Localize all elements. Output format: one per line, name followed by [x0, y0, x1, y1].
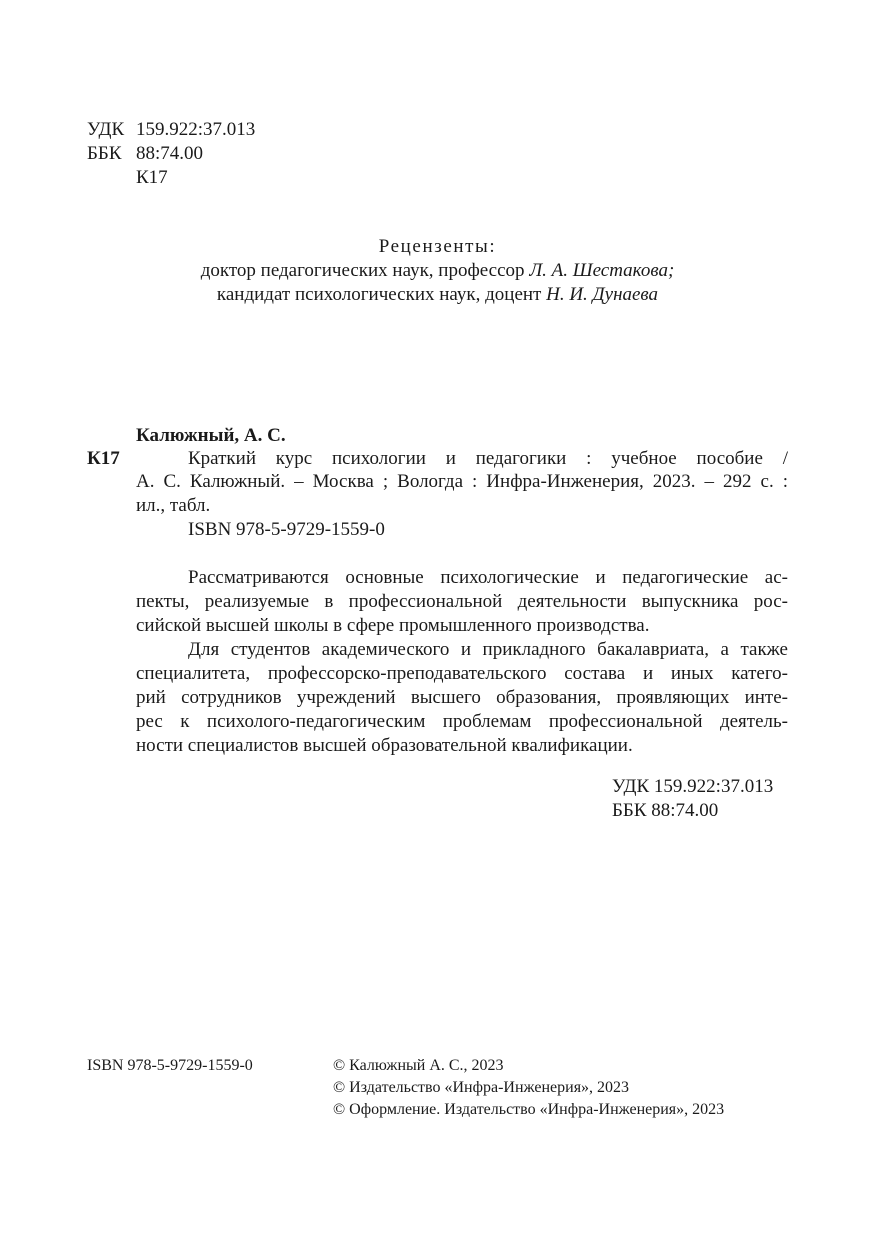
author-mark: К17 — [136, 167, 168, 188]
annotation-p1-line: пекты, реализуемые в профессиональной деятельности выпускника рос- — [136, 591, 788, 612]
annotation-p2-line: специалитета, профессорско-преподавательского состава и иных катего- — [136, 663, 788, 684]
copyright-publisher: © Издательство «Инфра-Инженерия», 2023 — [333, 1079, 630, 1096]
bbk-value: 88:74.00 — [136, 143, 204, 164]
copyright-design: © Оформление. Издательство «Инфра-Инженерия», 2023 — [333, 1101, 725, 1118]
annotation-p2-line: Для студентов академического и прикладного бакалавриата, а также — [188, 639, 788, 660]
reviewer-2 — [0, 283, 875, 307]
reviewer-2-name: Н. И. Дунаева — [546, 284, 659, 305]
reviewer-2-position: кандидат психологических наук, доцент — [216, 284, 547, 305]
catalog-line-3: ил., табл. — [136, 495, 211, 516]
annotation-p2-line: рий сотрудников учреждений высшего образования, проявляющих инте- — [136, 687, 788, 708]
reviewer-1-name: Л. А. Шестакова; — [529, 260, 675, 281]
bbk-label: ББК — [87, 143, 122, 164]
udk-value: 159.922:37.013 — [136, 119, 256, 140]
reviewer-1-position: доктор педагогических наук, профессор — [200, 260, 530, 281]
author-heading: Калюжный, А. С. — [136, 425, 286, 446]
reviewers-heading: Рецензенты: — [378, 236, 497, 257]
footer-bbk: ББК 88:74.00 — [612, 800, 719, 821]
catalog-line-1: Краткий курс психологии и педагогики : учебное пособие / — [188, 448, 788, 469]
annotation-p2-line: рес к психолого-педагогическим проблемам профессиональной деятель- — [136, 711, 788, 732]
copyright-author: © Калюжный А. С., 2023 — [333, 1057, 504, 1074]
udk-label: УДК — [87, 119, 125, 140]
reviewer-1 — [0, 259, 875, 283]
catalog-isbn: ISBN 978-5-9729-1559-0 — [188, 519, 385, 540]
catalog-line-2: А. С. Калюжный. – Москва ; Вологда : Инфра-Инженерия, 2023. – 292 с. : — [136, 471, 788, 492]
imprint-isbn: ISBN 978-5-9729-1559-0 — [87, 1057, 253, 1074]
annotation-p1-line: Рассматриваются основные психологические и педагогические ас- — [188, 567, 788, 588]
annotation-p2-line: ности специалистов высшей образовательной квалификации. — [136, 735, 633, 756]
annotation-p1-line: сийской высшей школы в сфере промышленного производства. — [136, 615, 650, 636]
footer-udk: УДК 159.922:37.013 — [612, 776, 774, 797]
catalog-mark: К17 — [87, 448, 120, 469]
